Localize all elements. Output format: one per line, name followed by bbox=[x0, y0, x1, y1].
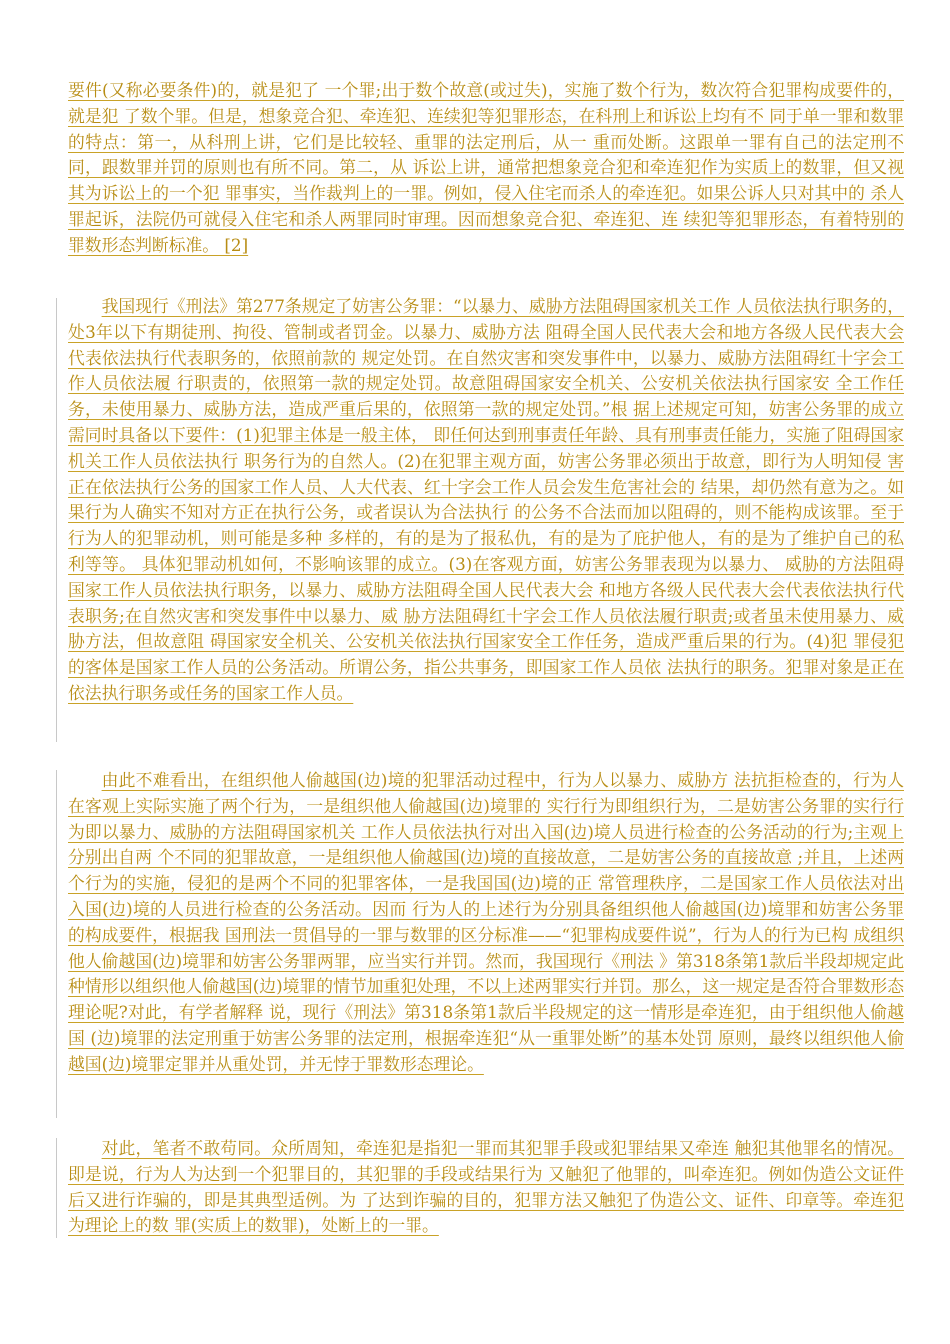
paragraph-3: 由此不难看出，在组织他人偷越国(边)境的犯罪活动过程中，行为人以暴力、威胁方 法抗拒检查的，行为人在客观上实际实施了两个行为，一是组织他人偷越国(边)境罪的 实行行为即组织行为，二是妨害公务罪的实行行为即以暴力、威胁的方法阻碍国家机关 工作人员依法执行对出入国(边)境人员进行检查的公务活动的行为;主观上分别出自两 个不同的犯罪故意，一是组织他人偷越国(边)境的直接故意，二是妨害公务的直接故意 ;并且，上述两个行为的实施，侵犯的是两个不同的犯罪客体，一是我国国(边)境的正 常管理秩序，二是国家工作人员依法对出入国(边)境的人员进行检查的公务活动。因而 行为人的上述行为分别具备组织他人偷越国(边)境罪和妨害公务罪的构成要件，根据我 国刑法一贯倡导的一罪与数罪的区分标准——“犯罪构成要件说”，行为人的行为已构 成组织他人偷越国(边)境罪和妨害公务罪两罪，应当实行并罚。然而，我国现行《刑法 》第318条第1款后半段却规定此种情形以组织他人偷越国(边)境罪的情节加重犯处理，不以上述两罪实行并罚。那么，这一规定是否符合罪数形态理论呢?对此，有学者解释 说，现行《刑法》第318条第1款后半段规定的这一情形是牵连犯，由于组织他人偷越国 (边)境罪的法定刑重于妨害公务罪的法定刑，根据牵连犯“从一重罪处断”的基本处罚 原则，最终以组织他人偷越国(边)境罪定罪并从重处罚，并无悖于罪数形态理论。 bbox=[68, 770, 904, 1074]
paragraph-2: 我国现行《刑法》第277条规定了妨害公务罪：“以暴力、威胁方法阻碍国家机关工作 人员依法执行职务的，处3年以下有期徒刑、拘役、管制或者罚金。以暴力、威胁方法 阻碍全国人民代表大会和地方各级人民代表大会代表依法执行代表职务的，依照前款的 规定处罚。在自然灾害和突发事件中，以暴力、威胁方法阻碍红十字会工作人员依法履 行职责的，依照第一款的规定处罚。故意阻碍国家安全机关、公安机关依法执行国家安 全工作任务，未使用暴力、威胁方法，造成严重后果的，依照第一款的规定处罚。”根 据上述规定可知，妨害公务罪的成立需同时具备以下要件：(1)犯罪主体是一般主体， 即任何达到刑事责任年龄、具有刑事责任能力，实施了阻碍国家机关工作人员依法执行 职务行为的自然人。(2)在犯罪主观方面，妨害公务罪必须出于故意，即行为人明知侵 害正在依法执行公务的国家工作人员、人大代表、红十字会工作人员会发生危害社会的 结果，却仍然有意为之。如果行为人确实不知对方正在执行公务，或者误认为合法执行 的公务不合法而加以阻碍的，则不能构成该罪。至于行为人的犯罪动机，则可能是多种 多样的，有的是为了报私仇，有的是为了庇护他人，有的是为了维护自己的私利等等。 具体犯罪动机如何，不影响该罪的成立。(3)在客观方面，妨害公务罪表现为以暴力、 威胁的方法阻碍国家工作人员依法执行职务，以暴力、威胁方法阻碍全国人民代表大会 和地方各级人民代表大会代表依法执行代表职务;在自然灾害和突发事件中以暴力、威 胁方法阻碍红十字会工作人员依法履行职责;或者虽未使用暴力、威胁方法，但故意阻 碍国家安全机关、公安机关依法执行国家安全工作任务，造成严重后果的行为。(4)犯 罪侵犯的客体是国家工作人员的公务活动。所谓公务，指公共事务，即国家工作人员依 法执行的职务。犯罪对象是正在依法执行职务或任务的国家工作人员。 bbox=[68, 296, 904, 703]
paragraph-1: 要件(又称必要条件)的，就是犯了 一个罪;出于数个故意(或过失)，实施了数个行为，数次符合犯罪构成要件的，就是犯 了数个罪。但是，想象竞合犯、牵连犯、连续犯等犯罪形态，在科刑上和诉讼上均有不 同于单一罪和数罪的特点：第一，从科刑上讲，它们是比较轻、重罪的法定刑后，从一 重而处断。这跟单一罪有自己的法定刑不同，跟数罪并罚的原则也有所不同。第二，从 诉讼上讲，通常把想象竞合犯和牵连犯作为实质上的数罪，但又视其为诉讼上的一个犯 罪事实，当作裁判上的一罪。例如，侵入住宅而杀人的牵连犯。如果公诉人只对其中的 杀人罪起诉，法院仍可就侵入住宅和杀人两罪同时审理。因而想象竞合犯、牵连犯、连 续犯等犯罪形态，有着特别的罪数形态判断标准。 [2] bbox=[68, 80, 904, 255]
paragraph-margin-line bbox=[56, 1138, 57, 1238]
paragraph-margin-line bbox=[56, 770, 57, 1118]
paragraph-4: 对此，笔者不敢苟同。众所周知，牵连犯是指犯一罪而其犯罪手段或犯罪结果又牵连 触犯其他罪名的情况。即是说，行为人为达到一个犯罪目的，其犯罪的手段或结果行为 又触犯了他罪的，叫牵连犯。例如伪造公文证件后又进行诈骗的，即是其典型适例。为 了达到诈骗的目的，犯罪方法又触犯了伪造公文、证件、印章等。牵连犯为理论上的数 罪(实质上的数罪)，处断上的一罪。 bbox=[68, 1138, 904, 1236]
paragraph-margin-line bbox=[56, 298, 57, 742]
